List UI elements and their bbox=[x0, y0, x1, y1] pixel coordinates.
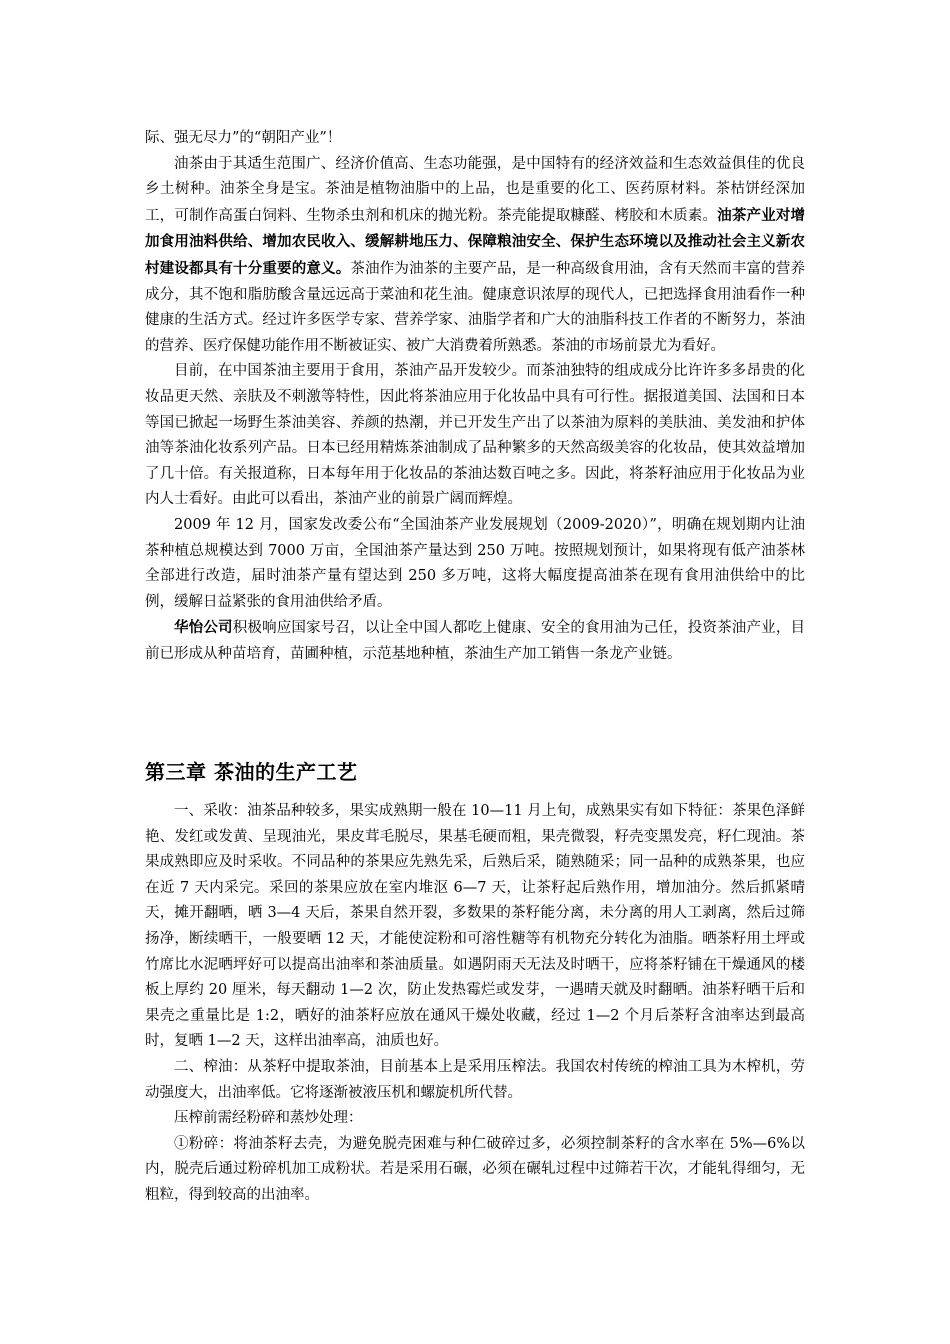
paragraph-text: 茶油作为油茶的主要产品，是一种高级食用油，含有天然而丰富的营养成分，其不饱和脂肪酸含量远远高于菜油和花生油。健康意识浓厚的现代人，已把选择食用油看作一种健康的生活方式。经过许多医学专家、营养学家、油脂学者和广大的油脂科技工作者的不断努力，茶油的营养、医疗保健功能作用不断被证实、被广大消费着所熟悉。茶油的市场前景尤为看好。 bbox=[145, 260, 806, 354]
company-name: 华怡公司 bbox=[174, 619, 233, 637]
paragraph-pre-treatment: 压榨前需经粉碎和蒸炒处理： bbox=[174, 1110, 363, 1127]
paragraph-text: 油茶由于其适生范围广、经济价值高、生态功能强，是中国特有的经济效益和生态效益俱佳的优良乡土树种。油茶全身是宝。茶油是植物油脂中的上品，也是重要的化工、医药原材料。茶枯饼经深加工，可制作高蛋白饲料、生物杀虫剂和机床的抛光粉。茶壳能提取糠醛、栲胶和木质素。 bbox=[145, 155, 805, 224]
paragraph-national-plan: 2009 年 12 月，国家发改委公布“全国油茶产业发展规划（2009-2020）”，明确在规划期内让油茶种植总规模达到 7000 万亩，全国油茶产量达到 250 万吨。按照规划预计，如果将现有低产油茶林全部进行改造，届时油茶产量有望达到 250 多万吨，这将大幅度提高油茶在现有食用油供给中的比例，缓解日益紧张的食用油供给矛盾。 bbox=[145, 516, 805, 610]
chapter-body bbox=[145, 799, 805, 1209]
section-body bbox=[145, 126, 805, 667]
chapter-heading: 第三章 茶油的生产工艺 bbox=[145, 760, 358, 784]
paragraph-pressing: 二、榨油：从茶籽中提取茶油，目前基本上是采用压榨法。我国农村传统的榨油工具为木榨机，劳动强度大，出油率低。它将逐渐被液压机和螺旋机所代替。 bbox=[145, 1058, 805, 1101]
paragraph-continued: 际、强无尽力”的“朝阳产业”！ bbox=[145, 130, 342, 146]
paragraph-tea-oil-value bbox=[145, 152, 805, 360]
paragraph-company bbox=[145, 615, 805, 667]
paragraph-harvest: 一、采收：油茶品种较多，果实成熟期一般在 10—11 月上旬，成熟果实有如下特征：茶果色泽鲜艳、发红或发黄、呈现油光，果皮茸毛脱尽，果基毛硬而粗，果壳微裂，籽壳变黑发亮，籽仁现油。茶果成熟即应及时采收。不同品种的茶果应先熟先采，后熟后采，随熟随采；同一品种的成熟茶果，也应在近 7 天内采完。采回的茶果应放在室内堆沤 6—7 天，让茶籽起后熟作用，增加油分。然后抓紧晴天，摊开翻晒，晒 3—4 天后，茶果自然开裂，多数果的茶籽能分离，未分离的用人工剥离，然后过筛扬净，断续晒干，一般要晒 12 天，才能使淀粉和可溶性糖等有机物充分转化为油脂。晒茶籽用土坪或竹席比水泥晒坪好可以提高出油率和茶油质量。如遇阴雨天无法及时晒干，应将茶籽铺在干燥通风的楼板上厚约 20 厘米，每天翻动 1—2 次，防止发热霉烂或发芽，一遇晴天就及时翻晒。油茶籽晒干后和果壳之重量比是 1:2，晒好的油茶籽应放在通风干燥处收藏，经过 1—2 个月后茶籽含油率达到最高时，复晒 1—2 天，这样出油率高，油质也好。 bbox=[145, 803, 805, 1050]
bold-emphasis: 油茶产业对增加食用油料供给、增加农民收入、缓解耕地压力、保障粮油安全、保护生态环境以及推动社会主义新农村建设都具有十分重要的意义。 bbox=[145, 206, 806, 277]
paragraph-text: 积极响应国家号召，以让全中国人都吃上健康、安全的食用油为己任，投资茶油产业，目前已形成从种苗培育，苗圃种植，示范基地种植，茶油生产加工销售一条龙产业链。 bbox=[145, 620, 806, 662]
paragraph-crushing: ①粉碎：将油茶籽去壳，为避免脱壳困难与种仁破碎过多，必须控制茶籽的含水率在 5%—6%以内，脱壳后通过粉碎机加工成粉状。若是采用石碾，必须在碾轧过程中过筛若干次，才能轧得细匀，无粗粒，得到较高的出油率。 bbox=[145, 1135, 805, 1203]
paragraph-cosmetics: 目前，在中国茶油主要用于食用，茶油产品开发较少。而茶油独特的组成成分比许许多多昂贵的化妆品更天然、亲肤及不刺激等特性，因此将茶油应用于化妆品中具有可行性。据报道美国、法国和日本等国已掀起一场野生茶油美容、养颜的热潮，并已开发生产出了以茶油为原料的美肤油、美发油和护体油等茶油化妆系列产品。日本已经用精炼茶油制成了品种繁多的天然高级美容的化妆品，使其效益增加了几十倍。有关报道称，日本每年用于化妆品的茶油达数百吨之多。因此，将茶籽油应用于化妆品为业内人士看好。由此可以看出，茶油产业的前景广阔而辉煌。 bbox=[145, 363, 805, 508]
